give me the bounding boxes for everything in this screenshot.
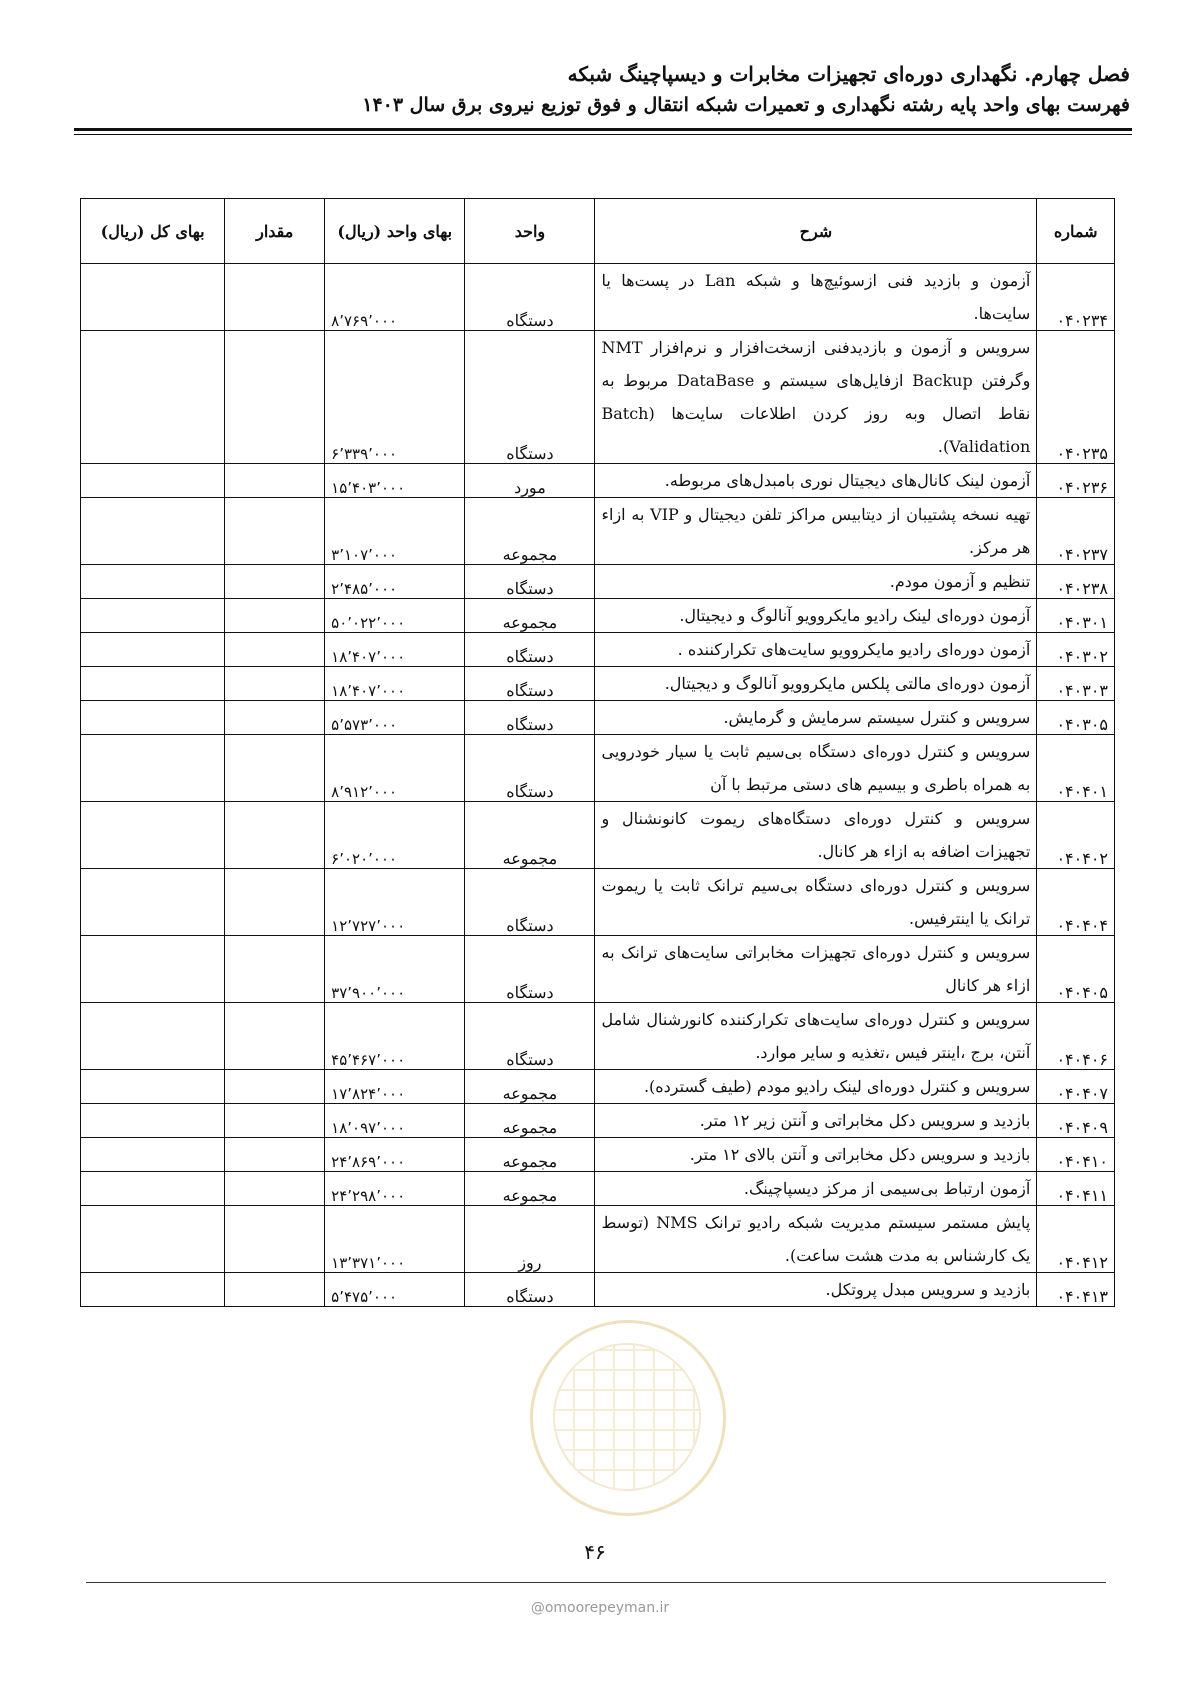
row-total-price — [81, 464, 225, 498]
row-quantity — [225, 464, 325, 498]
row-unit: دستگاه — [465, 1003, 595, 1070]
chapter-title: فصل چهارم. نگهداری دوره‌ای تجهیزات مخابرات و دیسپاچینگ شبکه — [567, 62, 1130, 86]
row-total-price — [81, 1172, 225, 1206]
table-row — [81, 464, 1115, 498]
row-total-price — [81, 633, 225, 667]
row-total-price — [81, 936, 225, 1003]
header-rule-thin — [74, 134, 1132, 135]
row-unit-price: ۵۰٬۰۲۲٬۰۰۰ — [325, 599, 465, 633]
row-total-price — [81, 599, 225, 633]
row-code: ۰۴۰۲۳۷ — [1037, 498, 1115, 565]
row-unit-price: ۸٬۷۶۹٬۰۰۰ — [325, 264, 465, 331]
table-row — [81, 599, 1115, 633]
row-quantity — [225, 1273, 325, 1307]
row-code: ۰۴۰۲۳۵ — [1037, 331, 1115, 464]
row-unit: مجموعه — [465, 498, 595, 565]
row-unit-price: ۲٬۴۸۵٬۰۰۰ — [325, 565, 465, 599]
row-code: ۰۴۰۴۰۷ — [1037, 1070, 1115, 1104]
row-unit: مجموعه — [465, 802, 595, 869]
table-row — [81, 565, 1115, 599]
table-row — [81, 331, 1115, 464]
table-row — [81, 1206, 1115, 1273]
row-code: ۰۴۰۳۰۲ — [1037, 633, 1115, 667]
table-row — [81, 1138, 1115, 1172]
col-header-unit: واحد — [465, 199, 595, 264]
row-unit: دستگاه — [465, 735, 595, 802]
row-unit-price: ۸٬۹۱۲٬۰۰۰ — [325, 735, 465, 802]
row-description: بازدید و سرویس دکل مخابراتی و آنتن زیر ۱۲ متر. — [595, 1104, 1037, 1138]
row-total-price — [81, 869, 225, 936]
table-row — [81, 802, 1115, 869]
row-quantity — [225, 1206, 325, 1273]
row-code: ۰۴۰۳۰۳ — [1037, 667, 1115, 701]
row-description: آزمون ارتباط بی‌سیمی از مرکز دیسپاچینگ. — [595, 1172, 1037, 1206]
row-description: آزمون دوره‌ای مالتی پلکس مایکروویو آنالوگ و دیجیتال. — [595, 667, 1037, 701]
col-header-code: شماره — [1037, 199, 1115, 264]
row-unit: مجموعه — [465, 1172, 595, 1206]
row-description: سرویس و کنترل دوره‌ای دستگاه‌های ریموت کانونشنال و تجهیزات اضافه به ازاء هر کانال. — [595, 802, 1037, 869]
row-code: ۰۴۰۳۰۵ — [1037, 701, 1115, 735]
row-description: تهیه نسخه پشتیبان از دیتابیس مراکز تلفن دیجیتال و VIP به ازاء هر مرکز. — [595, 498, 1037, 565]
row-quantity — [225, 735, 325, 802]
row-unit-price: ۱۳٬۳۷۱٬۰۰۰ — [325, 1206, 465, 1273]
row-unit-price: ۲۴٬۲۹۸٬۰۰۰ — [325, 1172, 465, 1206]
row-unit: دستگاه — [465, 869, 595, 936]
row-description: تنظیم و آزمون مودم. — [595, 565, 1037, 599]
row-unit-price: ۲۴٬۸۶۹٬۰۰۰ — [325, 1138, 465, 1172]
row-total-price — [81, 735, 225, 802]
row-quantity — [225, 701, 325, 735]
table-row — [81, 498, 1115, 565]
page-number: ۴۶ — [584, 1540, 606, 1564]
row-unit: مجموعه — [465, 1104, 595, 1138]
row-code: ۰۴۰۴۰۵ — [1037, 936, 1115, 1003]
row-description: آزمون دوره‌ای لینک رادیو مایکروویو آنالوگ و دیجیتال. — [595, 599, 1037, 633]
seal-watermark — [530, 1320, 726, 1516]
table-row — [81, 735, 1115, 802]
row-description: سرویس و آزمون و بازدیدفنی ازسخت‌افزار و نرم‌افزار NMT وگرفتن Backup ازفایل‌های سیستم و DataBase مربوط به نقاط اتصال وبه روز کردن اطلاعات سایت‌ها (Batch Validation). — [595, 331, 1037, 464]
row-quantity — [225, 1138, 325, 1172]
page-header — [78, 58, 1130, 120]
col-header-unit-price: بهای واحد (ریال) — [325, 199, 465, 264]
row-total-price — [81, 802, 225, 869]
table-row — [81, 936, 1115, 1003]
row-unit-price: ۳۷٬۹۰۰٬۰۰۰ — [325, 936, 465, 1003]
row-unit: مورد — [465, 464, 595, 498]
row-quantity — [225, 667, 325, 701]
row-description: سرویس و کنترل دوره‌ای دستگاه بی‌سیم ثابت یا سیار خودرویی به همراه باطری و بیسیم های دستی مرتبط با آن — [595, 735, 1037, 802]
row-total-price — [81, 1273, 225, 1307]
row-unit: روز — [465, 1206, 595, 1273]
row-code: ۰۴۰۲۳۶ — [1037, 464, 1115, 498]
row-code: ۰۴۰۳۰۱ — [1037, 599, 1115, 633]
row-unit: دستگاه — [465, 565, 595, 599]
row-quantity — [225, 936, 325, 1003]
row-quantity — [225, 565, 325, 599]
row-quantity — [225, 331, 325, 464]
table-row — [81, 1273, 1115, 1307]
table-row — [81, 633, 1115, 667]
row-quantity — [225, 599, 325, 633]
table-row — [81, 1104, 1115, 1138]
table-row — [81, 1172, 1115, 1206]
row-total-price — [81, 1206, 225, 1273]
row-total-price — [81, 1104, 225, 1138]
row-unit: دستگاه — [465, 633, 595, 667]
row-quantity — [225, 1003, 325, 1070]
row-quantity — [225, 1070, 325, 1104]
row-unit-price: ۶٬۳۳۹٬۰۰۰ — [325, 331, 465, 464]
row-total-price — [81, 331, 225, 464]
row-description: آزمون لینک کانال‌های دیجیتال نوری بامبدل‌های مربوطه. — [595, 464, 1037, 498]
row-unit-price: ۴۵٬۴۶۷٬۰۰۰ — [325, 1003, 465, 1070]
row-code: ۰۴۰۴۰۲ — [1037, 802, 1115, 869]
row-total-price — [81, 264, 225, 331]
seal-grid — [553, 1343, 701, 1491]
row-code: ۰۴۰۴۰۱ — [1037, 735, 1115, 802]
row-unit-price: ۵٬۵۷۳٬۰۰۰ — [325, 701, 465, 735]
row-code: ۰۴۰۲۳۸ — [1037, 565, 1115, 599]
table-row — [81, 701, 1115, 735]
row-description: آزمون و بازدید فنی ازسوئیچ‌ها و شبکه Lan در پست‌ها یا سایت‌ها. — [595, 264, 1037, 331]
table-row — [81, 667, 1115, 701]
table-row — [81, 1003, 1115, 1070]
row-unit-price: ۳٬۱۰۷٬۰۰۰ — [325, 498, 465, 565]
table-row — [81, 869, 1115, 936]
row-unit: دستگاه — [465, 936, 595, 1003]
row-code: ۰۴۰۴۰۴ — [1037, 869, 1115, 936]
row-unit-price: ۵٬۴۷۵٬۰۰۰ — [325, 1273, 465, 1307]
row-total-price — [81, 1138, 225, 1172]
row-description: پایش مستمر سیستم مدیریت شبکه رادیو ترانک NMS (توسط یک کارشناس به مدت هشت ساعت). — [595, 1206, 1037, 1273]
row-code: ۰۴۰۴۰۶ — [1037, 1003, 1115, 1070]
row-unit-price: ۱۷٬۸۲۴٬۰۰۰ — [325, 1070, 465, 1104]
row-code: ۰۴۰۴۱۳ — [1037, 1273, 1115, 1307]
row-unit-price: ۱۲٬۷۲۷٬۰۰۰ — [325, 869, 465, 936]
row-code: ۰۴۰۴۱۱ — [1037, 1172, 1115, 1206]
row-unit: دستگاه — [465, 701, 595, 735]
price-list-title: فهرست بهای واحد پایه رشته نگهداری و تعمیرات شبکه انتقال و فوق توزیع نیروی برق سال ۱۴۰۳ — [362, 94, 1130, 116]
row-description: آزمون دوره‌ای رادیو مایکروویو سایت‌های تکرارکننده . — [595, 633, 1037, 667]
row-quantity — [225, 498, 325, 565]
row-quantity — [225, 1104, 325, 1138]
row-code: ۰۴۰۲۳۴ — [1037, 264, 1115, 331]
row-description: سرویس و کنترل دوره‌ای سایت‌های تکرارکننده کانورشنال شامل آنتن، برج ،اینتر فیس ،تغذیه و سایر موارد. — [595, 1003, 1037, 1070]
row-quantity — [225, 1172, 325, 1206]
price-table — [80, 198, 1115, 1307]
row-total-price — [81, 565, 225, 599]
row-quantity — [225, 869, 325, 936]
col-header-quantity: مقدار — [225, 199, 325, 264]
row-code: ۰۴۰۴۱۰ — [1037, 1138, 1115, 1172]
col-header-description: شرح — [595, 199, 1037, 264]
table-header-row — [81, 199, 1115, 264]
row-unit: دستگاه — [465, 667, 595, 701]
row-description: سرویس و کنترل دوره‌ای تجهیزات مخابراتی سایت‌های ترانک به ازاء هر کانال — [595, 936, 1037, 1003]
row-description: سرویس و کنترل سیستم سرمایش و گرمایش. — [595, 701, 1037, 735]
row-total-price — [81, 701, 225, 735]
col-header-total-price: بهای کل (ریال) — [81, 199, 225, 264]
row-description: بازدید و سرویس مبدل پروتکل. — [595, 1273, 1037, 1307]
row-code: ۰۴۰۴۰۹ — [1037, 1104, 1115, 1138]
row-unit-price: ۱۸٬۰۹۷٬۰۰۰ — [325, 1104, 465, 1138]
row-description: سرویس و کنترل دوره‌ای لینک رادیو مودم (طیف گسترده). — [595, 1070, 1037, 1104]
row-description: سرویس و کنترل دوره‌ای دستگاه بی‌سیم ترانک ثابت یا ریموت ترانک یا اینترفیس. — [595, 869, 1037, 936]
footer-rule — [86, 1582, 1106, 1583]
row-unit: دستگاه — [465, 331, 595, 464]
row-unit: مجموعه — [465, 1138, 595, 1172]
table-row — [81, 1070, 1115, 1104]
row-description: بازدید و سرویس دکل مخابراتی و آنتن بالای ۱۲ متر. — [595, 1138, 1037, 1172]
row-unit-price: ۱۵٬۴۰۳٬۰۰۰ — [325, 464, 465, 498]
row-unit: مجموعه — [465, 599, 595, 633]
row-unit-price: ۱۸٬۴۰۷٬۰۰۰ — [325, 633, 465, 667]
row-total-price — [81, 1003, 225, 1070]
row-unit-price: ۶٬۰۲۰٬۰۰۰ — [325, 802, 465, 869]
website-watermark: @omoorepeyman.ir — [530, 1600, 670, 1616]
row-code: ۰۴۰۴۱۲ — [1037, 1206, 1115, 1273]
row-unit: دستگاه — [465, 1273, 595, 1307]
table-row — [81, 264, 1115, 331]
row-total-price — [81, 1070, 225, 1104]
row-unit: مجموعه — [465, 1070, 595, 1104]
row-total-price — [81, 498, 225, 565]
header-rule-thick — [74, 128, 1132, 131]
row-quantity — [225, 633, 325, 667]
row-total-price — [81, 667, 225, 701]
row-unit: دستگاه — [465, 264, 595, 331]
table-body — [81, 264, 1115, 1307]
row-unit-price: ۱۸٬۴۰۷٬۰۰۰ — [325, 667, 465, 701]
row-quantity — [225, 802, 325, 869]
row-quantity — [225, 264, 325, 331]
